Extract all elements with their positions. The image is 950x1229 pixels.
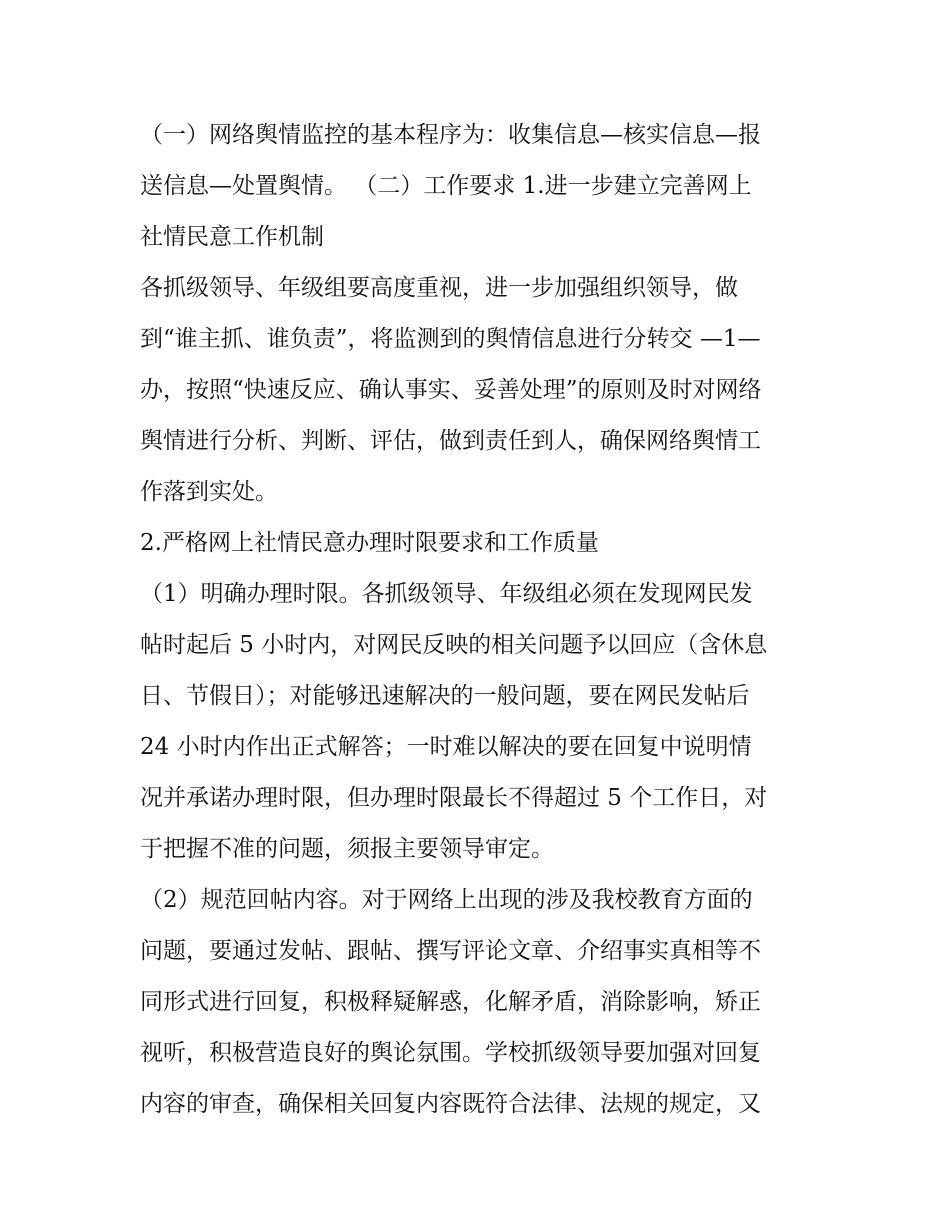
text-line: （1）明确办理时限。各抓级领导、年级组必须在发现网民发	[140, 581, 753, 607]
text-line: 送信息—处置舆情。 （二）工作要求 1.进一步建立完善网上	[140, 173, 752, 199]
text-line: 社情民意工作机制	[140, 224, 324, 250]
text-line: 日、节假日）；对能够迅速解决的一般问题，要在网民发帖后	[140, 683, 750, 709]
text-line: （2）规范回帖内容。对于网络上出现的涉及我校教育方面的	[140, 887, 753, 913]
text-line: 视听，积极营造良好的舆论氛围。学校抓级领导要加强对回复	[140, 1040, 761, 1066]
text-line: 2.严格网上社情民意办理时限要求和工作质量	[140, 530, 599, 556]
text-line: 作落到实处。	[140, 479, 278, 505]
text-line: 同形式进行回复，积极释疑解惑，化解矛盾，消除影响，矫正	[140, 989, 761, 1015]
text-line: 24 小时内作出正式解答；一时难以解决的要在回复中说明情	[140, 734, 752, 760]
text-line: 问题，要通过发帖、跟帖、撰写评论文章、介绍事实真相等不	[140, 938, 761, 964]
text-line: 内容的审查，确保相关回复内容既符合法律、法规的规定，又	[140, 1091, 761, 1117]
text-line: 况并承诺办理时限，但办理时限最长不得超过 5 个工作日，对	[140, 785, 768, 811]
document-body	[140, 110, 816, 1130]
text-line: 办，按照“快速反应、确认事实、妥善处理”的原则及时对网络	[140, 377, 762, 403]
text-line: 舆情进行分析、判断、评估，做到责任到人，确保网络舆情工	[140, 428, 761, 454]
text-line: （一）网络舆情监控的基本程序为：收集信息—核实信息—报	[140, 122, 761, 148]
text-line: 各抓级领导、年级组要高度重视，进一步加强组织领导，做	[140, 275, 738, 301]
text-line: 帖时起后 5 小时内，对网民反映的相关问题予以回应（含休息	[140, 632, 768, 658]
text-line: 到“谁主抓、谁负责”，将监测到的舆情信息进行分转交 —1—	[140, 326, 761, 352]
text-line: 于把握不准的问题，须报主要领导审定。	[140, 836, 554, 862]
